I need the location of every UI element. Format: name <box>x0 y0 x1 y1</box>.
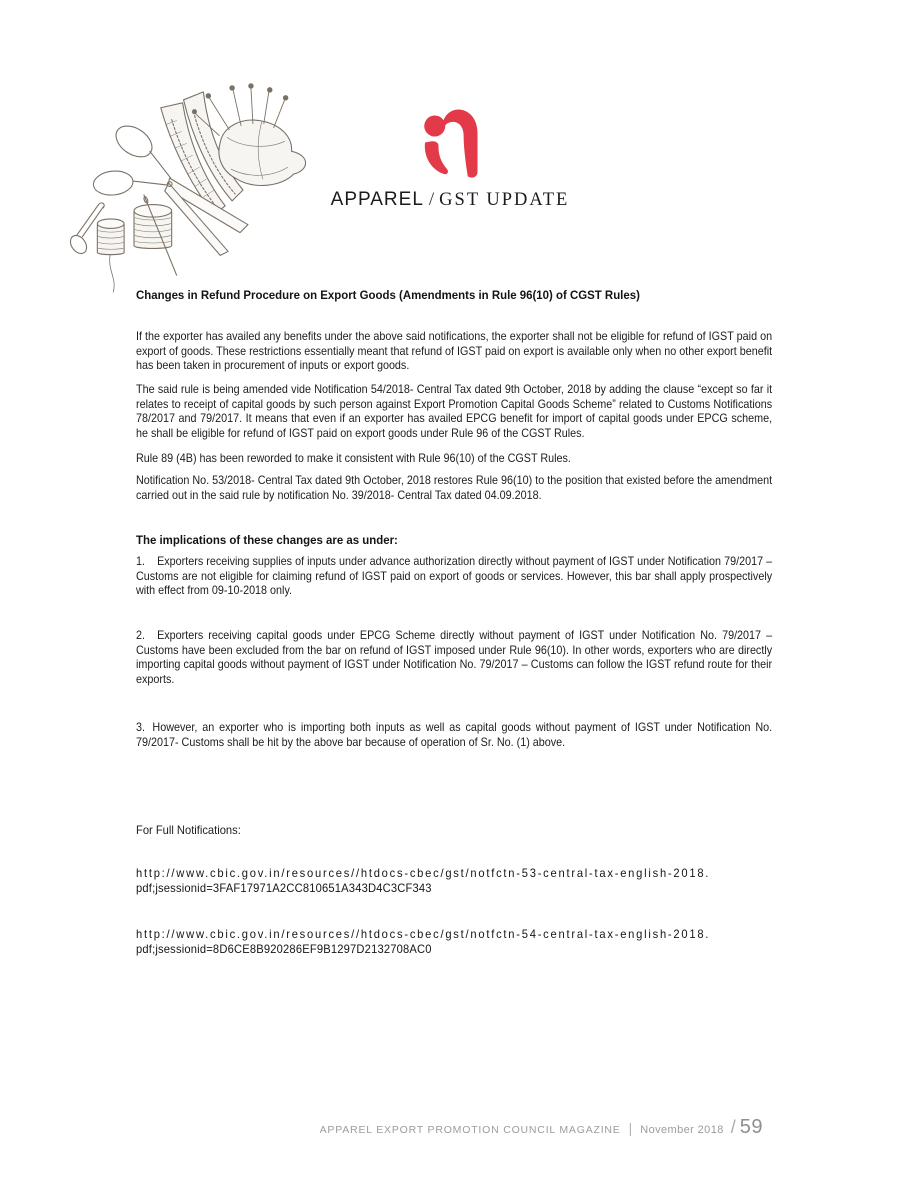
implication-item <box>136 721 772 750</box>
url-text: pdf;jsessionid=3FAF17971A2CC810651A343D4C3CF343 <box>136 881 432 895</box>
implication-item <box>136 629 772 687</box>
thread-spool-small <box>97 219 124 255</box>
apparel-logo <box>419 104 479 184</box>
implications-heading: The implications of these changes are as under: <box>136 533 398 547</box>
footer-slash: / <box>730 1117 736 1137</box>
body-paragraph: Notification No. 53/2018- Central Tax dated 9th October, 2018 restores Rule 96(10) to the position that existed before the amendment carried out in the said rule by notification No. 39/2018- Central Tax dated 04.09.2018. <box>136 474 773 502</box>
footer-divider: | <box>628 1120 633 1136</box>
url-text: pdf;jsessionid=8D6CE8B920286EF9B1297D2132708AC0 <box>136 942 432 956</box>
body-paragraph: If the exporter has availed any benefits under the above said notifications, the exporter shall not be eligible for refund of IGST paid on export of goods. These restrictions essentially meant that refund of IGST paid on export is available only when no other export benefit has been taken in procurement of inputs or export goods. <box>136 330 773 372</box>
apparel-a-icon <box>419 104 479 184</box>
list-number: 2. <box>136 629 145 642</box>
list-number: 1. <box>136 555 145 568</box>
url-text: http://www.cbic.gov.in/resources//htdocs-cbec/gst/notfctn-53-central-tax-english-2018. <box>136 866 711 880</box>
article-body <box>136 288 772 988</box>
notifications-label: For Full Notifications: <box>136 823 241 837</box>
thread-spool-large <box>134 205 172 249</box>
body-paragraph: The said rule is being amended vide Notification 54/2018- Central Tax dated 9th October, 2018 by adding the clause “except so far it relates to receipt of capital goods by such person against Export Promotion Capital Goods Scheme” related to Customs Notifications 78/2017 and 79/2017. It means that even if an exporter has availed EPCG benefit for import of capital goods under EPCG scheme, he shall be eligible for refund of IGST paid on export goods under Rule 96 of the CGST Rules. <box>136 383 773 440</box>
body-paragraph: Rule 89 (4B) has been reworded to make it consistent with Rule 96(10) of the CGST Rules. <box>136 452 571 465</box>
brand-separator: / <box>428 189 435 210</box>
magazine-name: APPAREL EXPORT PROMOTION COUNCIL MAGAZINE <box>319 1124 621 1136</box>
list-number: 3. <box>136 721 145 734</box>
implication-text: Exporters receiving capital goods under EPCG Scheme directly without payment of IGST under Notification No. 79/2017 – Customs have been excluded from the bar on refund of IGST imposed under Rule 96(10). In other words, exporters who are directly importing capital goods without payment of IGST under Notification No. 79/2017 – Customs can follow the IGST refund route for their exports. <box>136 629 773 686</box>
pincushion <box>219 120 306 185</box>
page-number: 59 <box>739 1116 763 1138</box>
section-header <box>280 189 620 211</box>
implication-text: However, an exporter who is importing both inputs as well as capital goods without payment of IGST under Notification No. 79/2017- Customs shall be hit by the above bar because of operation of Sr. No. (1) above. <box>136 721 773 749</box>
section-title: GST UPDATE <box>439 190 570 210</box>
implication-text: Exporters receiving supplies of inputs under advance authorization directly without payment of IGST under Notification 79/2017 – Customs are not eligible for claiming refund of IGST paid on export of goods or services. However, this bar shall apply prospectively with effect from 09-10-2018 only. <box>136 555 773 597</box>
brand-name: APPAREL <box>330 189 424 210</box>
article-title: Changes in Refund Procedure on Export Goods (Amendments in Rule 96(10) of CGST Rules) <box>136 288 640 302</box>
thread-strand <box>110 254 114 292</box>
notification-link-54[interactable] <box>136 927 772 957</box>
url-text: http://www.cbic.gov.in/resources//htdocs-cbec/gst/notfctn-54-central-tax-english-2018. <box>136 927 711 941</box>
issue-date: November 2018 <box>640 1124 724 1136</box>
notification-link-53[interactable] <box>136 866 772 896</box>
page-footer <box>320 1116 763 1139</box>
implication-item <box>136 555 772 599</box>
